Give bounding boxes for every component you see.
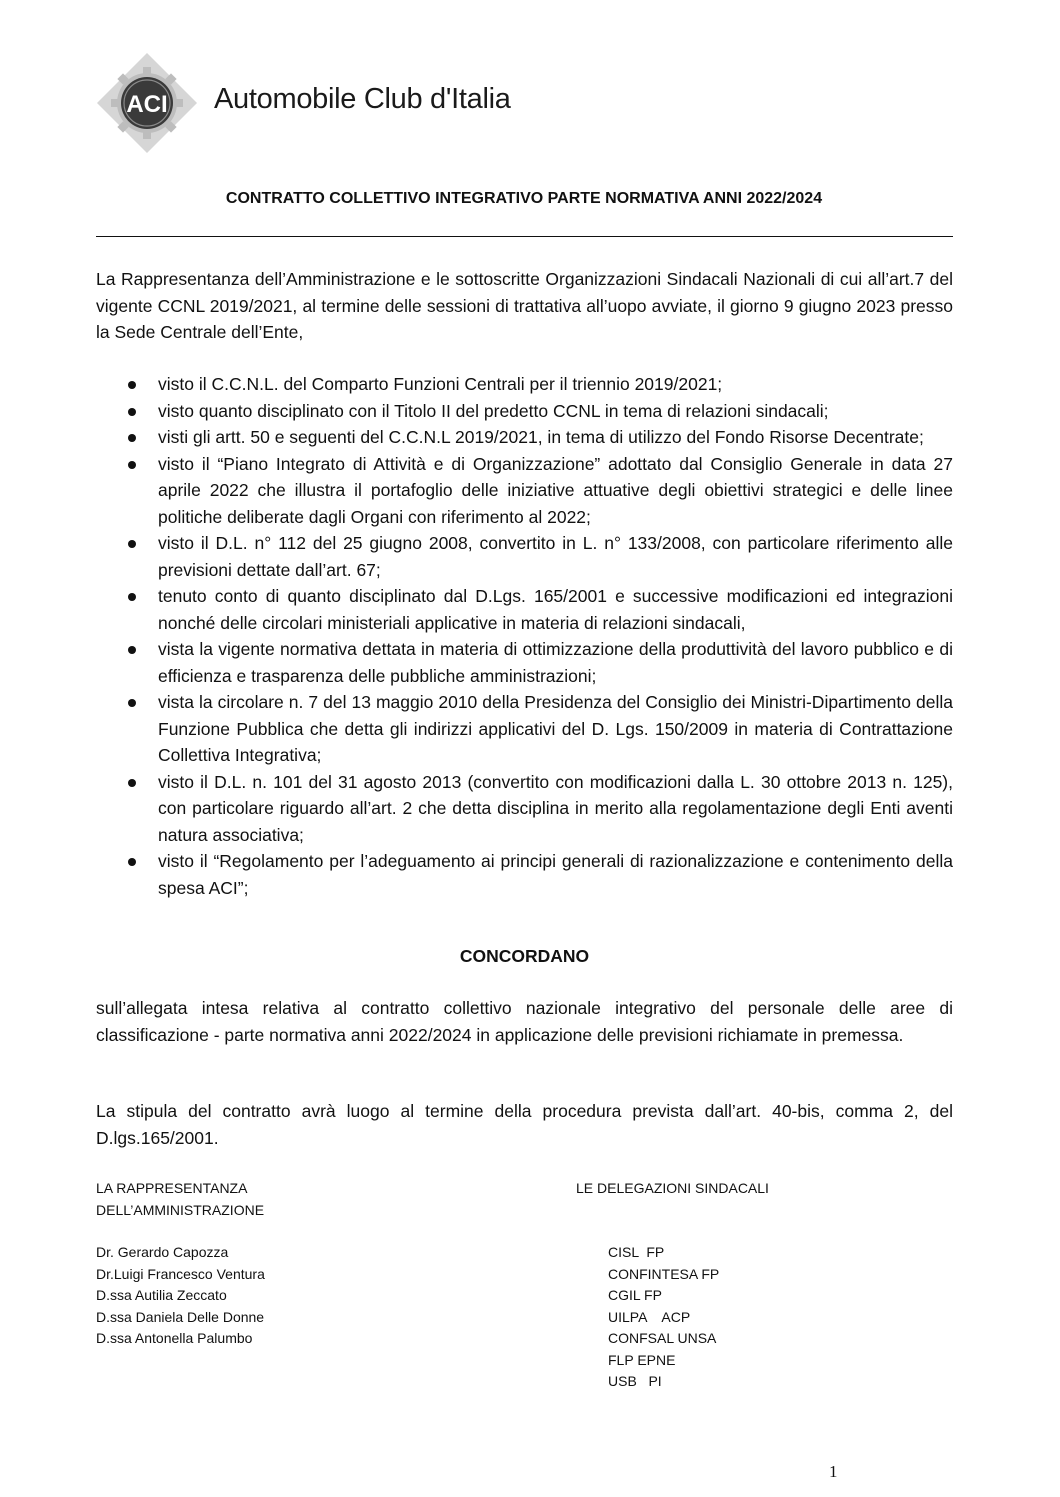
bullet-icon (128, 408, 136, 416)
bullet-icon (128, 461, 136, 469)
premise-text: visti gli artt. 50 e seguenti del C.C.N.L 2019/2021, in tema di utilizzo del Fondo Risorse Decentrate; (158, 427, 924, 447)
page-number: 1 (829, 1462, 838, 1481)
aci-logo-icon (97, 53, 197, 153)
premise-text: visto il D.L. n. 101 del 31 agosto 2013 (convertito con modificazioni dalla L. 30 ottobre 2013 n. 125), con particolare riguardo all’art. 2 che detta disciplina in merito alla regolamentazione degli Enti aventi natura associativa; (158, 771, 953, 845)
union-name: UILPA ACP (608, 1308, 691, 1325)
signatory-name: Dr.Luigi Francesco Ventura (96, 1265, 265, 1282)
premise-text: vista la circolare n. 7 del 13 maggio 2010 della Presidenza del Consiglio dei Ministri-Dipartimento della Funzione Pubblica che detta gli indirizzi applicativi del D. Lgs. 150/2009 in materia di Contrattazione Collettiva Integrativa; (158, 692, 953, 765)
administration-heading (96, 1178, 264, 1221)
union-name: CONFSAL UNSA (608, 1330, 717, 1346)
list-item (96, 583, 953, 636)
premise-text: visto il D.L. n° 112 del 25 giugno 2008, convertito in L. n° 133/2008, con particolare riferimento alle previsioni dettate dall’art. 67; (158, 533, 953, 580)
union-name: USB PI (608, 1373, 662, 1389)
bullet-icon (128, 646, 136, 654)
list-item (96, 398, 953, 425)
list-item (96, 636, 953, 689)
signatory-name: D.ssa Antonella Palumbo (96, 1330, 253, 1346)
premises-list (96, 371, 953, 901)
premise-text: tenuto conto di quanto disciplinato dal D.Lgs. 165/2001 e successive modificazioni ed integrazioni nonché delle circolari ministeriali applicative in materia di relazioni sindacali, (158, 586, 953, 633)
bullet-icon (128, 699, 136, 707)
bullet-icon (128, 858, 136, 866)
premise-text: vista la vigente normativa dettata in materia di ottimizzazione della produttività del lavoro pubblico e di efficienza e trasparenza delle pubbliche amministrazioni; (158, 639, 953, 686)
signatory-name: D.ssa Autilia Zeccato (96, 1287, 227, 1303)
premise-text: visto quanto disciplinato con il Titolo II del predetto CCNL in tema di relazioni sindacali; (158, 400, 829, 421)
organization-name: Automobile Club d'Italia (214, 83, 511, 115)
list-item (96, 451, 953, 531)
list-item (96, 371, 953, 398)
agreement-paragraph: sull’allegata intesa relativa al contratto collettivo nazionale integrativo del personale delle aree di classificazione - parte normativa anni 2022/2024 in applicazione delle previsioni richiamate in premessa. (96, 998, 953, 1045)
concordano-heading: CONCORDANO (459, 946, 590, 966)
aci-logo-emblem-text: ACI (126, 91, 168, 118)
bullet-icon (128, 434, 136, 442)
union-signatories (608, 1242, 719, 1393)
list-item (96, 689, 953, 769)
bullet-icon (128, 593, 136, 601)
union-name: FLP EPNE (608, 1351, 676, 1368)
premise-text: visto il “Piano Integrato di Attività e di Organizzazione” adottato dal Consiglio Generale in data 27 aprile 2022 che illustra il portafoglio delle iniziative attuative degli obiettivi strategici e delle linee politiche deliberate dagli Organi con riferimento al 2022; (158, 453, 953, 527)
title-divider (96, 236, 953, 237)
intro-paragraph: La Rappresentanza dell’Amministrazione e le sottoscritte Organizzazioni Sindacali Nazionali di cui all’art.7 del vigente CCNL 2019/2021, al termine delle sessioni di trattativa all’uopo avviate, il giorno 9 giugno 2023 presso la Sede Centrale dell’Ente, (96, 269, 953, 342)
stipula-paragraph: La stipula del contratto avrà luogo al termine della procedura prevista dall’art. 40-bis, comma 2, del D.lgs.165/2001. (96, 1101, 953, 1148)
premise-text: visto il C.C.N.L. del Comparto Funzioni Centrali per il triennio 2019/2021; (158, 374, 723, 394)
list-item (96, 848, 953, 901)
bullet-icon (128, 540, 136, 548)
list-item (96, 424, 953, 451)
signatory-name: D.ssa Daniela Delle Donne (96, 1308, 265, 1325)
list-item (96, 530, 953, 583)
bullet-icon (128, 779, 136, 787)
signatory-name: Dr. Gerardo Capozza (96, 1244, 229, 1260)
administration-heading-line: DELL’AMMINISTRAZIONE (96, 1201, 265, 1218)
aci-logo (97, 53, 511, 153)
premise-text: visto il “Regolamento per l’adeguamento ai principi generali di razionalizzazione e contenimento della spesa ACI”; (158, 851, 953, 898)
unions-heading: LE DELEGAZIONI SINDACALI (576, 1180, 769, 1196)
union-name: CISL FP (608, 1244, 665, 1260)
union-name: CGIL FP (608, 1287, 662, 1303)
document-title: CONTRATTO COLLETTIVO INTEGRATIVO PARTE NORMATIVA ANNI 2022/2024 (225, 190, 823, 207)
administration-signatories (96, 1242, 265, 1350)
list-item (96, 769, 953, 849)
administration-heading-line: LA RAPPRESENTANZA (96, 1180, 248, 1196)
bullet-icon (128, 381, 136, 389)
union-name: CONFINTESA FP (608, 1265, 720, 1282)
